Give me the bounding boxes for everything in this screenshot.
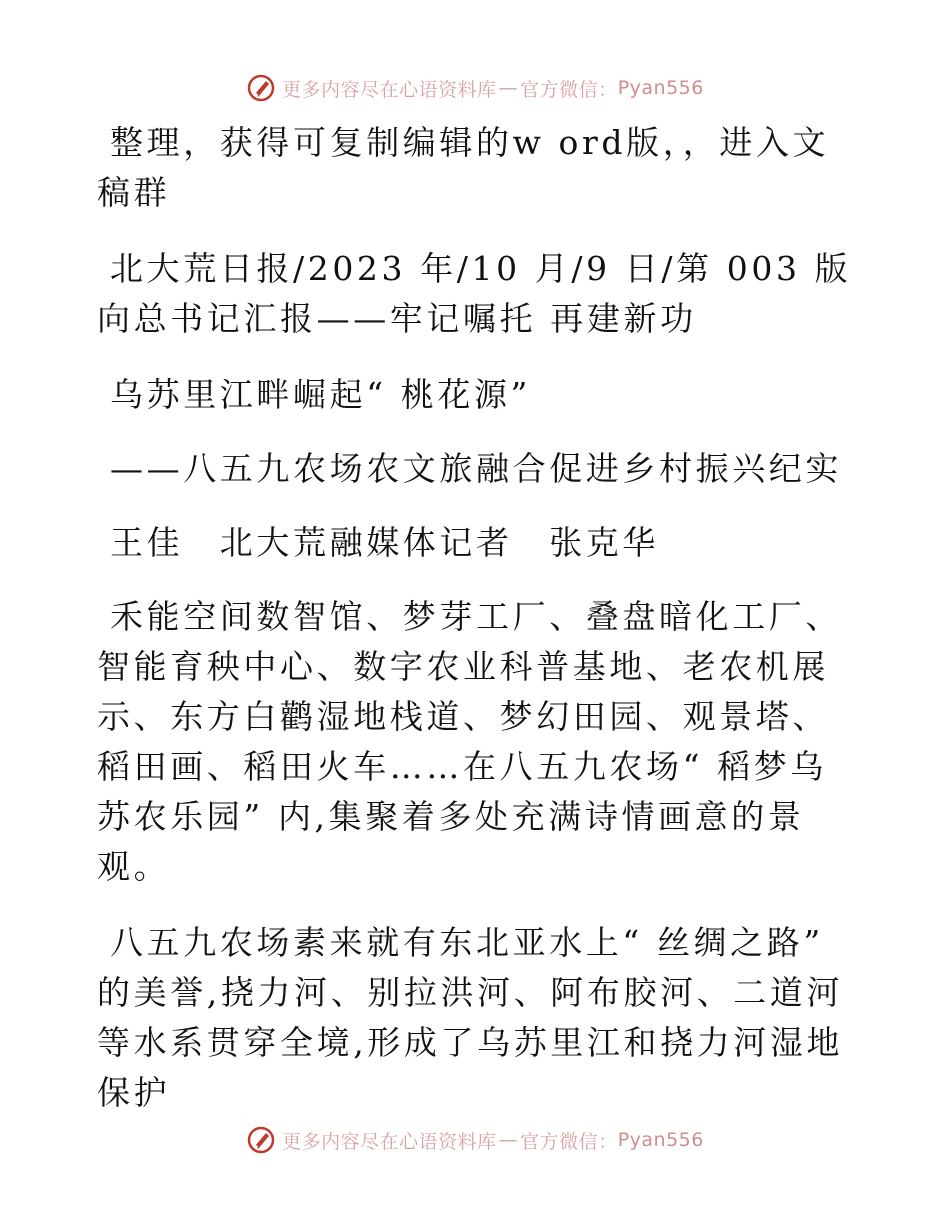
paragraph-intro: 整理，获得可复制编辑的w ord版，，进入文稿群 (97, 123, 830, 212)
paragraph-body-1: 禾能空间数智馆、梦芽工厂、叠盘暗化工厂、智能育秧中心、数字农业科普基地、老农机展示、东方白鹳湿地栈道、梦幻田园、观景塔、稻田画、稻田火车……在八五九农场“ 稻梦乌苏农乐园” 内,集聚着多处充满诗情画意的景观。 (97, 597, 842, 886)
watermark-prefix: 更多内容尽在心语资料库 (282, 78, 497, 101)
paragraph-body-2: 八五九农场素来就有东北亚水上“ 丝绸之路” 的美誉,挠力河、别拉洪河、阿布胶河、二道河等水系贯穿全境,形成了乌苏里江和挠力河湿地保护 (97, 923, 844, 1112)
footer-watermark (0, 1120, 950, 1160)
pen-logo-icon (246, 1125, 276, 1155)
article-title: 乌苏里江畔崛起“ 桃花源” (110, 375, 532, 414)
article-byline: 王佳 北大荒融媒体记者 张克华 (110, 523, 659, 562)
pen-logo-icon (246, 73, 276, 103)
document-body (97, 118, 857, 1144)
watermark-wechat-id: Pyan556 (617, 77, 704, 99)
header-watermark (0, 68, 950, 108)
article-subtitle: ——八五九农场农文旅融合促进乡村振兴纪实 (110, 449, 842, 488)
paragraph-source: 北大荒日报/2023 年/10 月/9 日/第 003 版向总书记汇报——牢记嘱托 再建新功 (97, 249, 852, 338)
watermark-wechat-label: 官方微信： (520, 1130, 618, 1153)
watermark-wechat-label: 官方微信： (520, 78, 618, 101)
watermark-prefix: 更多内容尽在心语资料库 (282, 1130, 497, 1153)
watermark-separator: — (498, 1129, 519, 1151)
watermark-separator: — (498, 77, 519, 99)
watermark-wechat-id: Pyan556 (617, 1129, 704, 1151)
